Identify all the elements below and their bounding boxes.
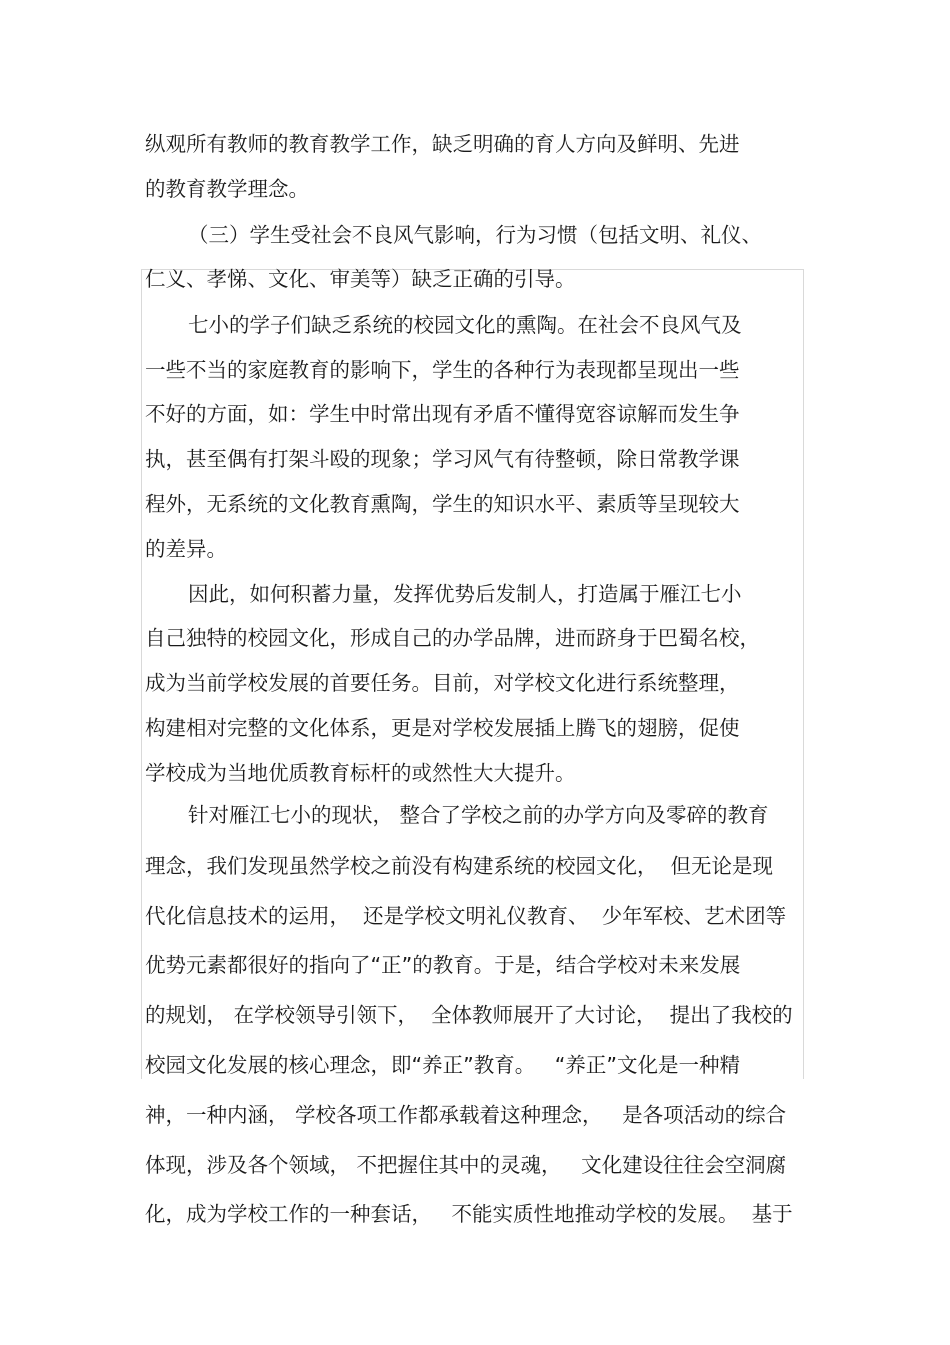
text-line: 代化信息技术的运用， 还是学校文明礼仪教育、 少年军校、艺术团等: [145, 904, 787, 928]
text-line: 纵观所有教师的教育教学工作，缺乏明确的育人方向及鲜明、先进: [145, 132, 740, 156]
text-line: 的教育教学理念。: [145, 177, 309, 201]
text-line: 自己独特的校园文化，形成自己的办学品牌，进而跻身于巴蜀名校，: [145, 626, 760, 650]
text-line: （三）学生受社会不良风气影响，行为习惯（包括文明、礼仪、: [188, 223, 762, 247]
text-line: 优势元素都很好的指向了“正”的教育。于是，结合学校对未来发展: [145, 953, 741, 977]
text-line: 执，甚至偶有打架斗殴的现象；学习风气有待整顿，除日常教学课: [145, 447, 740, 471]
text-line: 仁义、孝悌、文化、审美等）缺乏正确的引导。: [145, 267, 576, 291]
text-line: 成为当前学校发展的首要任务。目前，对学校文化进行系统整理，: [145, 671, 740, 695]
text-line: 体现，涉及各个领域， 不把握住其中的灵魂， 文化建设往往会空洞腐: [145, 1153, 787, 1177]
text-line: 针对雁江七小的现状， 整合了学校之前的办学方向及零碎的教育: [188, 803, 769, 827]
text-line: 七小的学子们缺乏系统的校园文化的熏陶。在社会不良风气及: [188, 313, 742, 337]
text-line: 的差异。: [145, 537, 227, 561]
text-line: 神，一种内涵， 学校各项工作都承载着这种理念， 是各项活动的综合: [145, 1103, 787, 1127]
text-line: 化，成为学校工作的一种套话， 不能实质性地推动学校的发展。 基于: [145, 1202, 793, 1226]
text-line: 一些不当的家庭教育的影响下，学生的各种行为表现都呈现出一些: [145, 358, 740, 382]
text-line: 不好的方面，如：学生中时常出现有矛盾不懂得宽容谅解而发生争: [145, 402, 740, 426]
text-line: 理念，我们发现虽然学校之前没有构建系统的校园文化， 但无论是现: [145, 854, 774, 878]
text-line: 构建相对完整的文化体系，更是对学校发展插上腾飞的翅膀，促使: [145, 716, 740, 740]
text-line: 因此，如何积蓄力量，发挥优势后发制人，打造属于雁江七小: [188, 582, 742, 606]
text-line: 学校成为当地优质教育标杆的或然性大大提升。: [145, 761, 576, 785]
text-line: 程外，无系统的文化教育熏陶，学生的知识水平、素质等呈现较大: [145, 492, 740, 516]
text-line: 的规划， 在学校领导引领下， 全体教师展开了大讨论， 提出了我校的: [145, 1003, 793, 1027]
text-line: 校园文化发展的核心理念，即“养正”教育。 “养正”文化是一种精: [145, 1053, 741, 1077]
